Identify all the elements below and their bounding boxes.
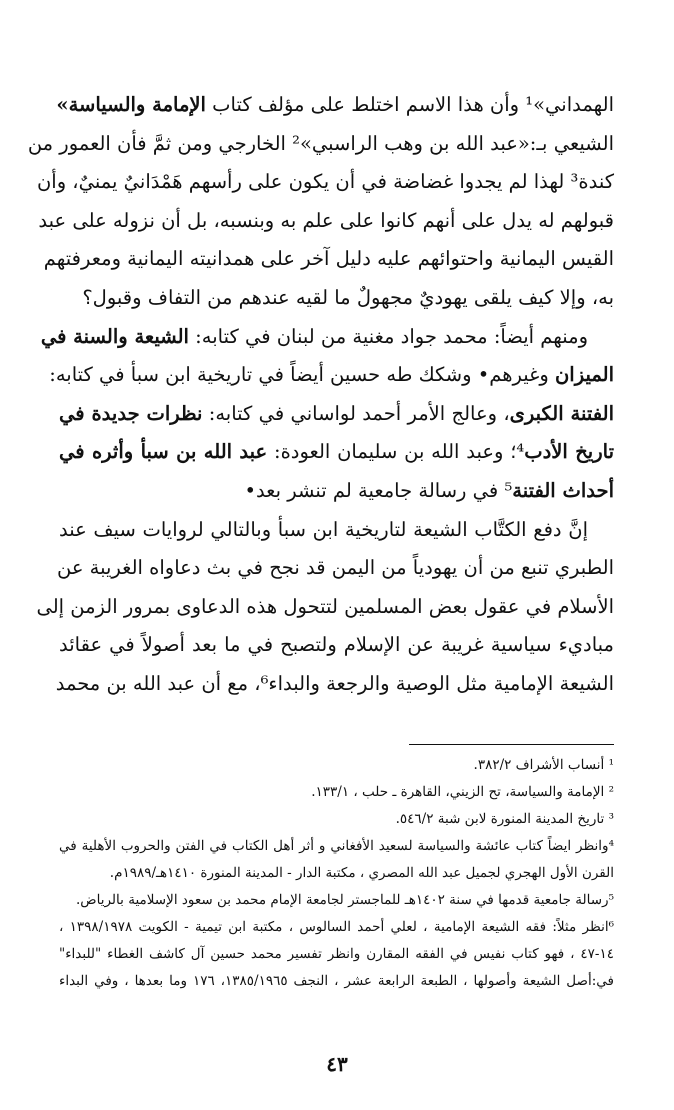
body-text — [27, 86, 614, 704]
text-line: القيس اليمانية واحتوائهم عليه دليل آخر على همدانيته اليمانية ومعرفتهم — [43, 247, 614, 271]
text-line: إنَّ دفع الكتَّاب الشيعة لتاريخية ابن سبأ وبالتالي لروايات سيف عند — [59, 517, 588, 541]
footnote-4: ⁴وانظر ايضاً كتاب عائشة والسياسة لسعيد الأفغاني و أثر أهل الكتاب في الفتن والحروب الأهلية في — [59, 838, 614, 854]
footnote-5: ⁵رسالة جامعية قدمها في سنة ١٤٠٢هـ للماجستر لجامعة الإمام محمد بن سعود الإسلامية بالرياض. — [76, 892, 614, 908]
footnote-6-continued: ١٤-٤٧ ، فهو كتاب نفيس في الفقه المقارن وانظر تفسير محمد حسين آل كاشف الغطاء "للبداء" — [59, 946, 614, 962]
footnote-4-continued: القرن الأول الهجري لجميل عبد الله المصري ، مكتبة الدار - المدينة المنورة ١٤١٠هـ/١٩٨٩م. — [109, 865, 614, 881]
text-line: الفتنة الكبرى، وعالج الأمر أحمد لواساني في كتابه: نظرات جديدة في — [59, 401, 614, 425]
text-line: الأسلام في عقول بعض المسلمين لتتحول هذه الدعاوى بمرور الزمن إلى — [36, 594, 614, 618]
footnote-6-continued-2: في:أصل الشيعة وأصولها ، الطبعة الرابعة عشر ، النجف ١٣٨٥/١٩٦٥، ١٧٦ وما بعدها ، وفي البداء — [59, 973, 614, 989]
text-line: الشيعة الإمامية مثل الوصية والرجعة والبداء⁶، مع أن عبد الله بن محمد — [55, 671, 614, 695]
footnote-1: ¹ أنساب الأشراف ٣٨٢/٢. — [473, 757, 614, 773]
footnotes — [59, 752, 614, 995]
page-number: ٤٣ — [326, 1052, 348, 1076]
text-line: ومنهم أيضاً: محمد جواد مغنية من لبنان في كتابه: الشيعة والسنة في — [40, 324, 588, 348]
text-line: الهمداني»¹ وأن هذا الاسم اختلط على مؤلف كتاب الإمامة والسياسة» — [56, 93, 614, 116]
text-line: تاريخ الأدب⁴؛ وعبد الله بن سليمان العودة: عبد الله بن سبأ وأثره في — [59, 440, 614, 464]
footnote-6: ⁶انظر مثلاً: فقه الشيعة الإمامية ، لعلي أحمد السالوس ، مكتبة ابن تيمية - الكويت ١٣٩٨/١٩٧٨ ، — [59, 919, 614, 935]
footnote-divider — [409, 744, 614, 745]
footnote-2: ² الإمامة والسياسة، تح الزيني، القاهرة ـ حلب ، ١٣٣/١. — [311, 784, 614, 800]
text-line: الشيعي بـ:«عبد الله بن وهب الراسبي»² الخارجي ومن ثمَّ فأن العمور من — [27, 131, 614, 155]
text-line: مباديء سياسية غريبة عن الإسلام ولتصبح في ما بعد أصولاً في عقائد — [59, 633, 614, 657]
text-line: به، وإلا كيف يلقى يهوديٌ مجهولٌ ما لقيه عندهم من التفاف وقبول؟ — [82, 285, 614, 309]
text-line: قبولهم له يدل على أنهم كانوا على علم به وبنسبه، بل أن نزوله على عبد — [38, 208, 614, 232]
text-line: الميزان وغيرهم• وشكك طه حسين أيضاً في تاريخية ابن سبأ في كتابه: — [49, 363, 614, 387]
text-line: كندة³ لهذا لم يجدوا غضاضة في أن يكون على رأسهم هَمْدَانيٌ يمنيٌ، وأن — [36, 170, 614, 194]
text-line: أحداث الفتنة⁵ في رسالة جامعية لم تنشر بعد• — [244, 478, 614, 502]
footnote-3: ³ تاريخ المدينة المنورة لابن شبة ٥٤٦/٢. — [395, 811, 614, 827]
text-line: الطبري تنبع من أن يهودياً من اليمن قد نجح في بث دعاواه الغريبة عن — [56, 556, 614, 580]
